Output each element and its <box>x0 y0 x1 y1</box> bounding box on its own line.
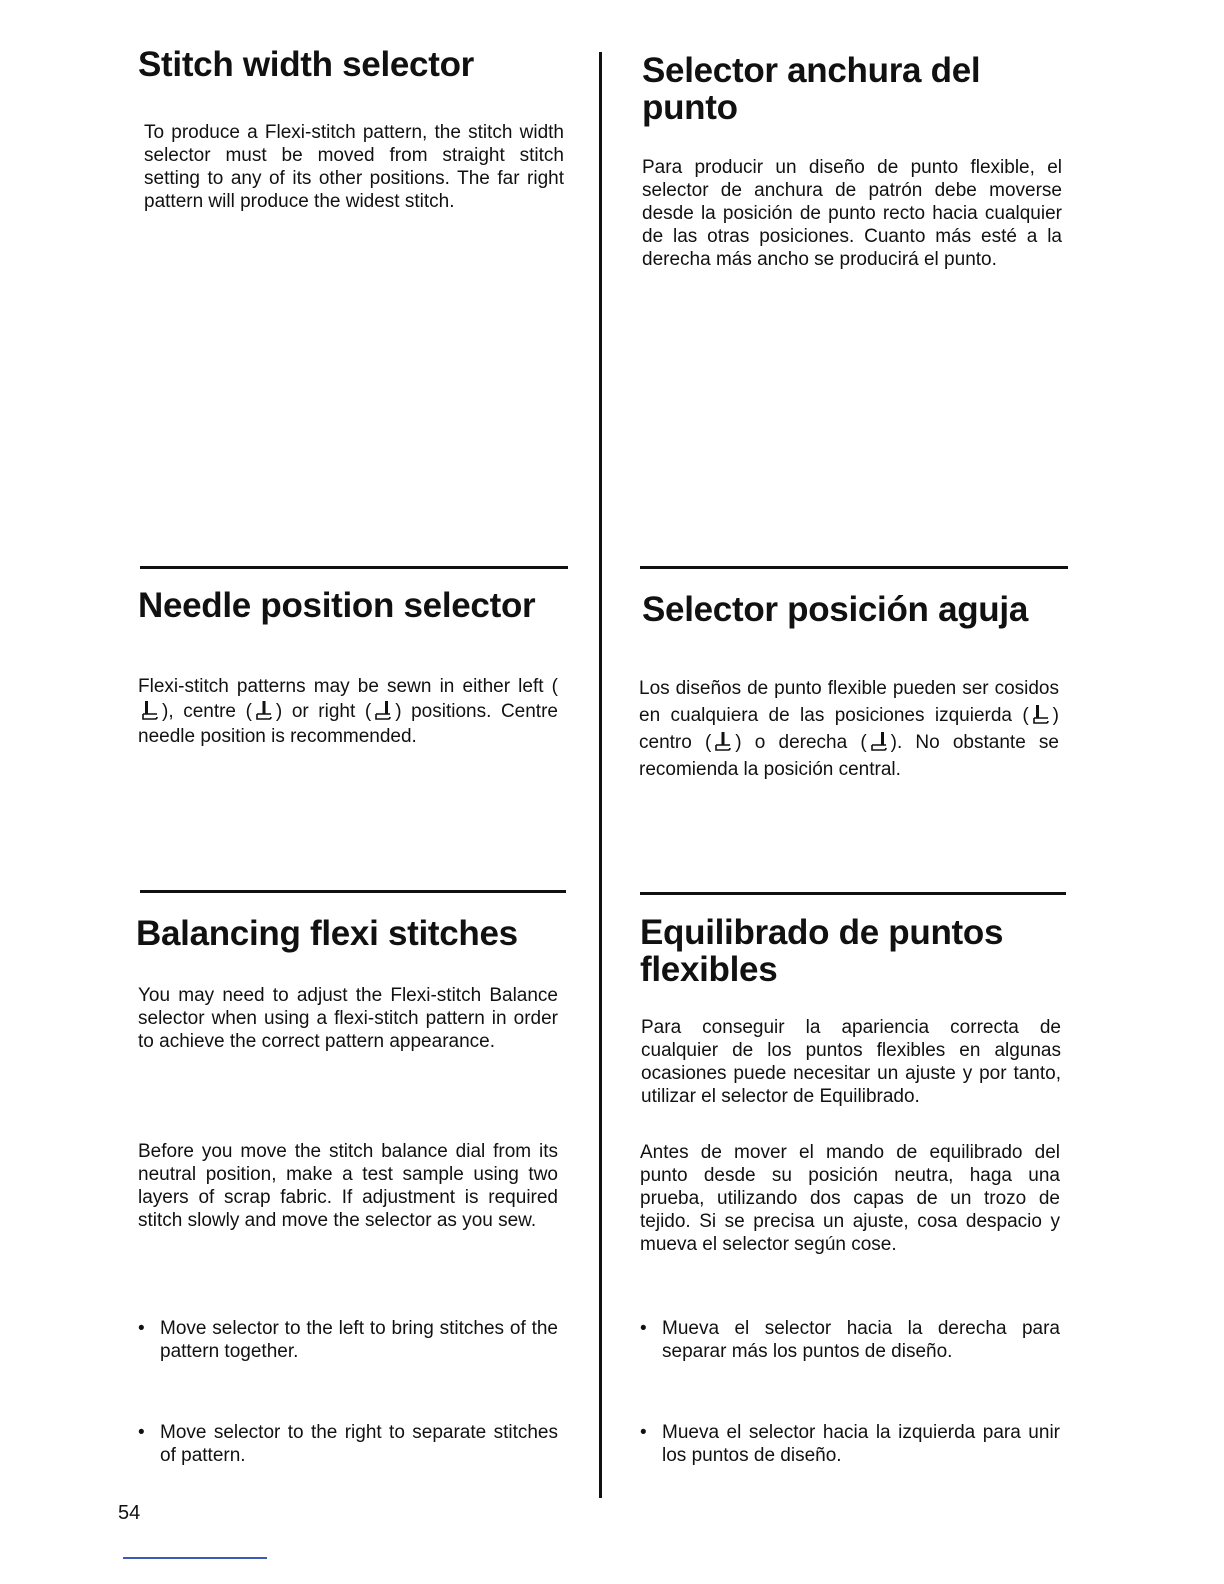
needle-position-text-3: ) o derecha ( <box>735 732 867 753</box>
needle-position-text-1: Flexi-stitch patterns may be sewn in either left ( <box>138 676 558 697</box>
needle-right-icon <box>373 700 393 722</box>
bullet-text: Mueva el selector hacia la derecha para separar más los puntos de diseño. <box>662 1318 1060 1362</box>
list-item <box>138 1317 558 1363</box>
needle-position-text-1: Los diseños de punto flexible pueden ser cosidos en cualquiera de las posiciones izquierda ( <box>639 678 1059 726</box>
needle-position-title-es: Selector posición aguja <box>642 590 1028 629</box>
needle-centre-icon <box>713 731 733 753</box>
needle-position-text-4: ). No obstante se recomienda la posición central. <box>639 732 1059 780</box>
stitch-width-title-es: Selector anchura del punto <box>642 51 981 127</box>
stitch-width-body: To produce a Flexi-stitch pattern, the stitch width selector must be moved from straight stitch setting to any of its other positions. The far right pattern will produce the widest stitch. <box>144 122 564 212</box>
needle-right-icon <box>869 731 889 753</box>
stitch-width-body-es: Para producir un diseño de punto flexible, el selector de anchura de patrón debe moverse desde la posición de punto recto hacia cualquier de las otras posiciones. Cuanto más esté a la derecha más ancho se producirá el punto. <box>642 157 1062 270</box>
bullet-text: Mueva el selector hacia la izquierda para unir los puntos de diseño. <box>662 1422 1060 1466</box>
balancing-title: Balancing flexi stitches <box>136 914 518 953</box>
section-divider <box>140 566 568 569</box>
section-divider <box>640 892 1066 895</box>
needle-centre-icon <box>254 700 274 722</box>
balancing-para-1-es: Para conseguir la apariencia correcta de cualquier de los puntos flexibles en algunas ocasiones puede necesitar un ajuste y por tanto, utilizar el selector de Equilibrado. <box>641 1017 1061 1107</box>
section-divider <box>140 890 566 893</box>
column-divider <box>599 52 602 1498</box>
list-item <box>640 1421 1060 1467</box>
page-number: 54 <box>118 1502 141 1524</box>
needle-left-icon <box>1031 704 1051 726</box>
bullet-glyph: • <box>640 1318 647 1339</box>
bullet-glyph: • <box>138 1422 145 1443</box>
needle-position-text-2: ) centro ( <box>639 705 1059 753</box>
needle-position-body-es <box>639 675 1059 783</box>
bullet-glyph: • <box>138 1318 145 1339</box>
needle-left-icon <box>140 700 160 722</box>
balancing-para-2: Before you move the stitch balance dial from its neutral position, make a test sample using two layers of scrap fabric. If adjustment is required stitch slowly and move the selector as you sew. <box>138 1141 558 1231</box>
balancing-para-2-es: Antes de mover el mando de equilibrado del punto desde su posición neutra, haga una prueba, utilizando dos capas de un trozo de tejido. Si se precisa un ajuste, cosa despacio y mueva el selector según cose. <box>640 1142 1060 1255</box>
needle-position-text-4: ) positions. Centre needle position is recommended. <box>138 701 558 747</box>
needle-position-body <box>138 674 558 749</box>
stitch-width-title: Stitch width selector <box>138 45 474 84</box>
section-divider <box>640 566 1068 569</box>
list-item <box>138 1421 558 1467</box>
list-item <box>640 1317 1060 1363</box>
bullet-text: Move selector to the left to bring stitches of the pattern together. <box>160 1318 558 1362</box>
needle-position-text-3: ) or right ( <box>275 701 372 722</box>
footer-line <box>123 1557 267 1559</box>
balancing-title-es: Equilibrado de puntos flexibles <box>640 913 1004 989</box>
balancing-para-1: You may need to adjust the Flexi-stitch Balance selector when using a flexi-stitch pattern in order to achieve the correct pattern appearance. <box>138 985 558 1052</box>
bullet-text: Move selector to the right to separate stitches of pattern. <box>160 1422 558 1466</box>
bullet-glyph: • <box>640 1422 647 1443</box>
needle-position-title: Needle position selector <box>138 586 536 625</box>
needle-position-text-2: ), centre ( <box>162 701 252 722</box>
